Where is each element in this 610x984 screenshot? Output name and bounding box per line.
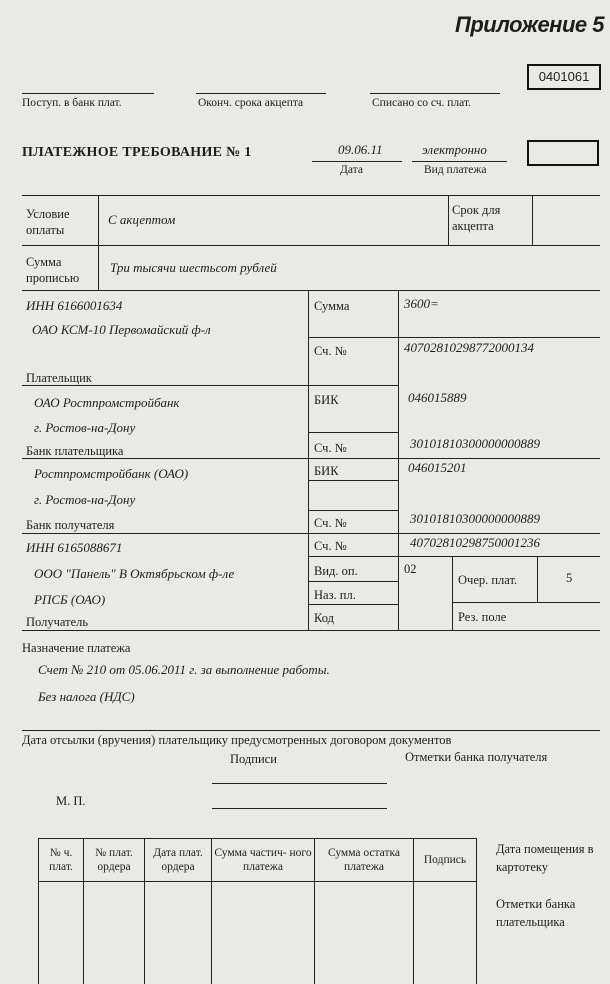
amount-words-label: Сумма прописью xyxy=(26,255,80,285)
table-cell xyxy=(84,882,145,984)
amount-words-value: Три тысячи шестьсот рублей xyxy=(110,260,277,275)
table-cell xyxy=(39,882,84,984)
grid-line xyxy=(308,480,398,481)
appendix-title: Приложение 5 xyxy=(455,12,604,37)
sum-label: Сумма xyxy=(314,299,350,313)
payee-bank-account-value: 30101810300000000889 xyxy=(410,511,540,526)
partial-payments-table xyxy=(38,838,477,984)
priority-value: 5 xyxy=(566,571,573,585)
payer-bank-label: Банк плательщика xyxy=(26,444,124,458)
table-header: Сумма частич- ного платежа xyxy=(212,839,315,882)
grid-line xyxy=(398,290,399,630)
grid-line xyxy=(22,195,600,196)
stamp-label: М. П. xyxy=(56,794,86,808)
payer-bank-account-label: Сч. № xyxy=(314,441,347,455)
payee-bank-ref: РПСБ (ОАО) xyxy=(34,592,106,607)
grid-line xyxy=(22,245,600,246)
grid-line xyxy=(452,602,600,603)
payer-inn: ИНН 6166001634 xyxy=(26,298,123,313)
purpose-bottom-line xyxy=(22,730,600,731)
payee-name: ООО "Панель" В Октябрьском ф-ле xyxy=(34,566,235,581)
grid-line xyxy=(308,290,309,630)
condition-label: Условие оплаты xyxy=(26,207,70,237)
reserve-label: Рез. поле xyxy=(458,610,507,624)
priority-label: Очер. плат. xyxy=(458,573,518,587)
signature-line-2 xyxy=(212,808,387,809)
payment-type-label: Вид платежа xyxy=(424,164,487,176)
debited-label: Списано со сч. плат. xyxy=(372,97,471,109)
grid-line xyxy=(308,581,398,582)
payer-bik-label: БИК xyxy=(314,393,339,407)
payment-type-value: электронно xyxy=(422,142,487,157)
table-cell xyxy=(212,882,315,984)
payer-bank-account-value: 30101810300000000889 xyxy=(410,436,540,451)
payee-label: Получатель xyxy=(26,615,89,629)
payer-bank-name: ОАО Ростпромстройбанк xyxy=(34,395,180,410)
document-code-box xyxy=(527,140,599,166)
payee-bik-value: 046015201 xyxy=(408,460,467,475)
send-date-label: Дата отсылки (вручения) плательщику предусмотренных договором документов xyxy=(22,733,452,747)
date-value: 09.06.11 xyxy=(338,142,383,157)
payer-account-label: Сч. № xyxy=(314,344,347,358)
received-label: Поступ. в банк плат. xyxy=(22,97,122,109)
grid-line xyxy=(22,290,600,291)
signatures-label: Подписи xyxy=(230,752,277,766)
grid-line xyxy=(452,556,453,630)
accept-end-line xyxy=(196,93,326,94)
op-type-value: 02 xyxy=(404,562,417,576)
debited-line xyxy=(370,93,500,94)
signature-line-1 xyxy=(212,783,387,784)
grid-line xyxy=(308,604,398,605)
payment-type-line xyxy=(412,161,507,162)
payer-name: ОАО КСМ-10 Первомайский ф-л xyxy=(32,322,211,337)
table-header: Подпись xyxy=(414,839,477,882)
payee-bank-label: Банк получателя xyxy=(26,518,115,532)
document-title: ПЛАТЕЖНОЕ ТРЕБОВАНИЕ № 1 xyxy=(22,145,252,160)
code-label: Код xyxy=(314,611,334,625)
table-header: № ч. плат. xyxy=(39,839,84,882)
payee-bank-account-label: Сч. № xyxy=(314,516,347,530)
payee-bank-name: Ростпромстройбанк (ОАО) xyxy=(34,466,189,481)
date-label: Дата xyxy=(340,164,363,176)
payer-bank-city: г. Ростов-на-Дону xyxy=(34,420,136,435)
condition-value: С акцептом xyxy=(108,212,176,227)
grid-line xyxy=(537,556,538,602)
purpose-code-label: Наз. пл. xyxy=(314,588,356,602)
table-cell xyxy=(414,882,477,984)
payee-inn: ИНН 6165088671 xyxy=(26,540,123,555)
table-header: № плат. ордера xyxy=(84,839,145,882)
date-line xyxy=(312,161,402,162)
payer-bik-value: 046015889 xyxy=(408,390,467,405)
grid-line xyxy=(98,195,99,290)
payee-account-value: 40702810298750001236 xyxy=(410,535,540,550)
payer-account-value: 40702810298772000134 xyxy=(404,340,534,355)
received-line xyxy=(22,93,154,94)
accept-end-label: Оконч. срока акцепта xyxy=(198,97,304,109)
purpose-line2: Без налога (НДС) xyxy=(38,689,135,704)
payer-bank-marks-label: Отметки банка плательщика xyxy=(496,897,576,929)
grid-line xyxy=(308,337,600,338)
table-cell xyxy=(145,882,212,984)
purpose-label: Назначение платежа xyxy=(22,641,131,655)
payee-bank-city: г. Ростов-на-Дону xyxy=(34,492,136,507)
grid-line xyxy=(308,556,600,557)
sum-value: 3600= xyxy=(404,296,439,311)
grid-line xyxy=(22,533,600,534)
table-cell xyxy=(315,882,414,984)
grid-line xyxy=(448,195,449,245)
grid-line xyxy=(308,510,398,511)
bank-marks-label: Отметки банка получателя xyxy=(405,750,548,764)
filing-date-label: Дата помещения в картотеку xyxy=(496,842,594,874)
grid-line xyxy=(532,195,533,245)
accept-term-label: Срок для акцепта xyxy=(452,203,501,233)
grid-line xyxy=(22,630,600,631)
op-type-label: Вид. оп. xyxy=(314,564,358,578)
payee-bik-label: БИК xyxy=(314,464,339,478)
table-header: Сумма остатка платежа xyxy=(315,839,414,882)
payee-account-label: Сч. № xyxy=(314,539,347,553)
table-header: Дата плат. ордера xyxy=(145,839,212,882)
purpose-line1: Счет № 210 от 05.06.2011 г. за выполнение работы. xyxy=(38,662,330,677)
form-code-box: 0401061 xyxy=(527,64,601,90)
payer-label: Плательщик xyxy=(26,371,92,385)
grid-line xyxy=(308,432,398,433)
